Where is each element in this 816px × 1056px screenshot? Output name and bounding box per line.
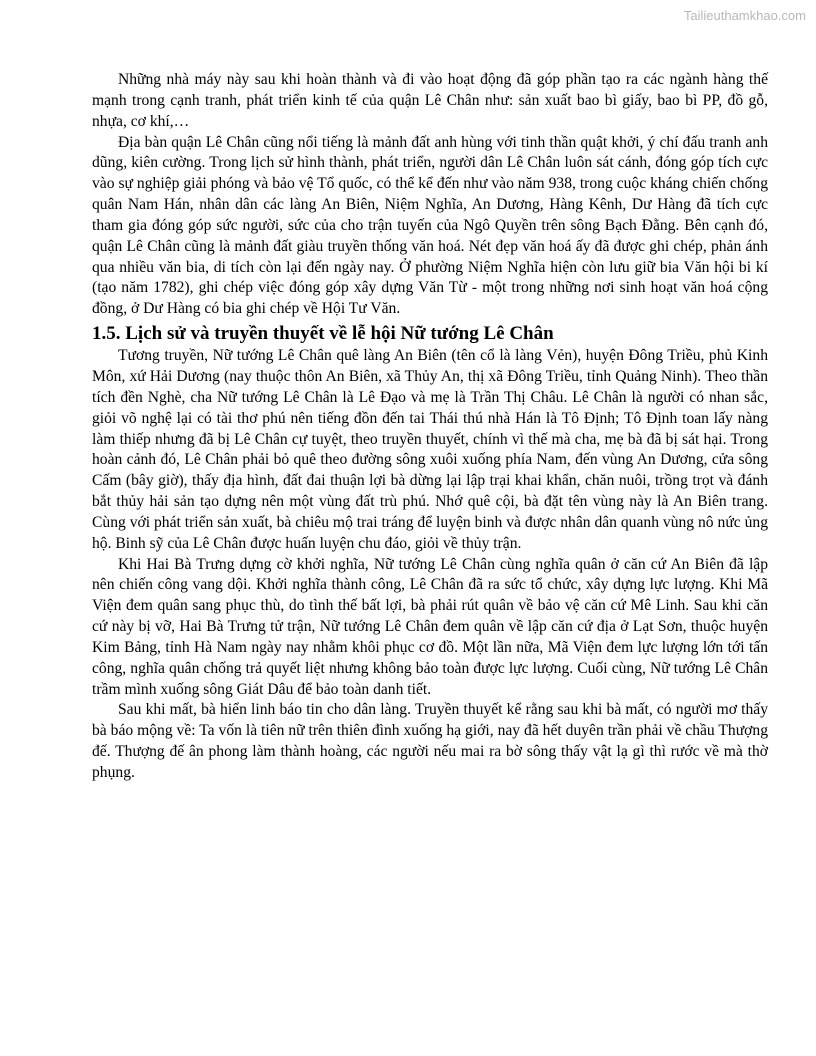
paragraph: Tương truyền, Nữ tướng Lê Chân quê làng An Biên (tên cổ là làng Vẻn), huyện Đông Triều, phủ Kinh Môn, xứ Hải Dương (nay thuộc thôn An Biên, xã Thủy An, thị xã Đông Triều, tỉnh Quảng Ninh). Theo thần tích đền Nghè, cha Nữ tướng Lê Chân là Lê Đạo và mẹ là Trần Thị Châu. Lê Chân là người có nhan sắc, giỏi võ nghệ lại có tài thơ phú nên tiếng đồn đến tai Thái thú nhà Hán là Tô Định; Tô Định toan lấy nàng làm thiếp nhưng đã bị Lê Chân cự tuyệt, theo truyền thuyết, chính vì thế mà cha, mẹ bà đã bị sát hại. Trong hoàn cảnh đó, Lê Chân phải bỏ quê theo đường sông xuôi xuống phía Nam, đến vùng An Dương, cửa sông Cấm (bây giờ), thấy địa hình, đất đai thuận lợi bà dừng lại lập trại khai khẩn, chăn nuôi, trồng trọt và đánh bắt thủy hải sản tạo dựng nên một vùng đất trù phú. Nhớ quê cội, bà đặt tên vùng này là An Biên trang. Cùng với phát triển sản xuất, bà chiêu mộ trai tráng để luyện binh và được nhân dân quanh vùng nô nức ủng hộ. Binh sỹ của Lê Chân được huấn luyện chu đáo, giỏi về thủy trận.	[92, 347, 768, 552]
section-heading: 1.5. Lịch sử và truyền thuyết về lễ hội Nữ tướng Lê Chân	[92, 323, 554, 345]
paragraph: Khi Hai Bà Trưng dựng cờ khởi nghĩa, Nữ tướng Lê Chân cùng nghĩa quân ở căn cứ An Biên đã lập nên chiến công vang dội. Khởi nghĩa thành công, Lê Chân đã ra sức tổ chức, xây dựng lực lượng. Khi Mã Viện đem quân sang phục thù, do tình thế bất lợi, bà phải rút quân về bảo vệ căn cứ Mê Linh. Sau khi căn cứ này bị vỡ, Hai Bà Trưng tử trận, Nữ tướng Lê Chân đem quân về lập căn cứ địa ở Lạt Sơn, thuộc huyện Kim Bảng, tỉnh Hà Nam ngày nay nhằm khôi phục cơ đồ. Một lần nữa, Mã Viện đem lực lượng lớn tới tấn công, nghĩa quân chống trả quyết liệt nhưng không bảo toàn được lực lượng. Cuối cùng, Nữ tướng Lê Chân trầm mình xuống sông Giát Dâu để bảo toàn danh tiết.	[92, 555, 768, 698]
watermark: Tailieuthamkhao.com	[683, 8, 806, 23]
paragraph: Những nhà máy này sau khi hoàn thành và đi vào hoạt động đã góp phần tạo ra các ngành hàng thế mạnh trong cạnh tranh, phát triển kinh tế của quận Lê Chân như: sản xuất bao bì giấy, bao bì PP, đồ gỗ, nhựa, cơ khí,…	[92, 71, 768, 130]
document-body	[92, 70, 768, 784]
paragraph: Sau khi mất, bà hiển linh báo tin cho dân làng. Truyền thuyết kể rằng sau khi bà mất, có người mơ thấy bà báo mộng về: Ta vốn là tiên nữ trên thiên đình xuống hạ giới, nay đã hết duyên trần phải về chầu Thượng đế. Thượng đế ân phong làm thành hoàng, các người nếu mai ra bờ sông thấy vật lạ gì thì rước về mà thờ phụng.	[92, 701, 768, 781]
paragraph: Địa bàn quận Lê Chân cũng nổi tiếng là mảnh đất anh hùng với tinh thần quật khởi, ý chí đấu tranh anh dũng, kiên cường. Trong lịch sử hình thành, phát triển, người dân Lê Chân luôn sát cánh, đóng góp tích cực vào sự nghiệp giải phóng và bảo vệ Tổ quốc, có thể kể đến như vào năm 938, trong cuộc kháng chiến chống quân Nam Hán, nhân dân các làng An Biên, Niệm Nghĩa, An Dương, Hàng Kênh, Dư Hàng đã tích cực tham gia đóng góp sức người, sức của cho trận tuyến của Ngô Quyền trên sông Bạch Đằng. Bên cạnh đó, quận Lê Chân cũng là mảnh đất giàu truyền thống văn hoá. Nét đẹp văn hoá ấy đã được ghi chép, phản ánh qua nhiều văn bia, di tích còn lại đến ngày nay. Ở phường Niệm Nghĩa hiện còn lưu giữ bia Văn hội bi kí (tạo năm 1782), ghi chép việc đóng góp xây dựng Văn Từ - một trong những nơi sinh hoạt văn hoá cộng đồng, ở Dư Hàng có bia ghi chép về Hội Tư Văn.	[92, 133, 768, 318]
